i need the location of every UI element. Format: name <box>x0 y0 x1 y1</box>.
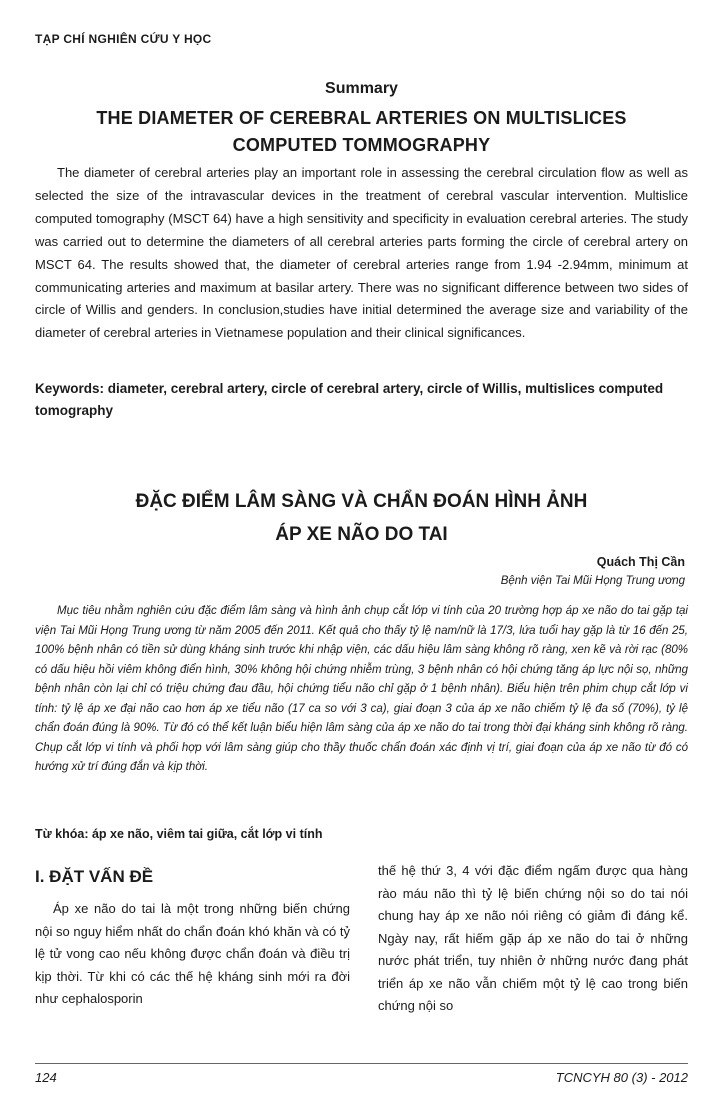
vietnamese-keywords: Từ khóa: áp xe não, viêm tai giữa, cắt lớp vi tính <box>35 827 323 841</box>
left-column <box>35 866 350 1011</box>
section-heading: I. ĐẶT VẤN ĐỀ <box>35 867 154 886</box>
right-column <box>378 860 688 1018</box>
vietnamese-abstract: Mục tiêu nhằm nghiên cứu đặc điểm lâm sàng và hình ảnh chụp cắt lớp vi tính của 20 trường hợp áp xe não do tai gặp tại viện Tai Mũi Họng Trung ương từ năm 2005 đến 2011. Kết quả cho thấy tỷ lệ nam/nữ là 17/3, lứa tuổi hay gặp là từ 16 đến 25, 100% bệnh nhân có tiền sử dùng kháng sinh trước khi nhập viện, các dấu hiệu lâm sàng không rõ ràng, xen kẽ và rời rạc (80% có dấu hiệu hồi viêm không điển hình, 30% không hội chứng nhiễm trùng, 3 bệnh nhân có hội chứng tăng áp lực nội sọ, những bệnh nhân còn lại chỉ có triệu chứng đau đầu, hội chứng tiểu não chỉ gặp ở 1 bệnh nhân). Biểu hiện trên phim chụp cắt lớp vi tính: tỷ lệ áp xe đại não cao hơn áp xe tiểu não (17 ca so với 3 ca), giai đoạn 3 của áp xe não chiếm tỷ lệ đa số (70%), tỷ lệ chẩn đoán đúng là 90%. Từ đó có thể kết luận biểu hiện lâm sàng của áp xe não do tai trong thời đại kháng sinh không rõ ràng. Chụp cắt lớp vi tính và phối hợp với lâm sàng giúp cho thầy thuốc chẩn đoán xác định vị trí, giai đoạn của áp xe não từ đó có hướng xử trí đúng đắn và kịp thời. <box>35 605 688 773</box>
article-title-line-2: ÁP XE NÃO DO TAI <box>275 524 448 545</box>
english-abstract: The diameter of cerebral arteries play an important role in assessing the cerebral circulation flow as well as selected the size of the intravascular devices in the treatment of cerebral vascular intervention. Multislice computed tomography (MSCT 64) have a high sensitivity and specificity in evaluation cerebral arteries. The study was carried out to determine the diameters of all cerebral arteries parts forming the circle of cerebral artery on MSCT 64. The results showed that, the diameter of cerebral arteries range from 1.94 -2.94mm, minimum at communicating arteries and maximum at basilar artery. There was no significant difference between two sides of circle of Willis and genders. In conclusion,studies have initial determined the average size and variability of the diameter of cerebral arteries in Vietnamese population and their clinical significances. <box>35 165 688 341</box>
author-affiliation: Bệnh viện Tai Mũi Họng Trung ương <box>500 575 685 587</box>
left-column-text: Áp xe não do tai là một trong những biến chứng nội so nguy hiểm nhất do chẩn đoán khó khăn và có tỷ lệ tử vong cao nếu không được chẩn đoán và điều trị kịp thời. Từ khi có các thế hệ kháng sinh mới ra đời như cephalosporin <box>35 901 350 1006</box>
journal-issue: TCNCYH 80 (3) - 2012 <box>555 1070 688 1085</box>
english-title-line-2: COMPUTED TOMMOGRAPHY <box>232 135 491 155</box>
page-number: 124 <box>35 1070 57 1085</box>
summary-heading: Summary <box>325 80 398 97</box>
right-column-text: thế hệ thứ 3, 4 với đặc điểm ngấm được qua hàng rào máu não thì tỷ lệ biến chứng nội so do tai nói chung hay áp xe não nói riêng có giảm đi đáng kể. Ngày nay, rất hiếm gặp áp xe não do tai ở những nước phát triển, tuy nhiên ở những nước đang phát triển áp xe não vẫn chiếm một tỷ lệ cao trong biến chứng nội so <box>378 863 688 1013</box>
journal-name: TẠP CHÍ NGHIÊN CỨU Y HỌC <box>35 32 212 46</box>
author-name: Quách Thị Cần <box>596 555 685 569</box>
english-keywords: Keywords: diameter, cerebral artery, circle of cerebral artery, circle of Willis, multislices computed tomography <box>35 381 664 418</box>
english-title-line-1: THE DIAMETER OF CEREBRAL ARTERIES ON MULTISLICES <box>96 108 627 128</box>
english-title <box>60 105 663 159</box>
article-title <box>40 485 683 551</box>
article-title-line-1: ĐẶC ĐIỂM LÂM SÀNG VÀ CHẨN ĐOÁN HÌNH ẢNH <box>135 491 588 512</box>
footer-divider <box>35 1063 688 1064</box>
